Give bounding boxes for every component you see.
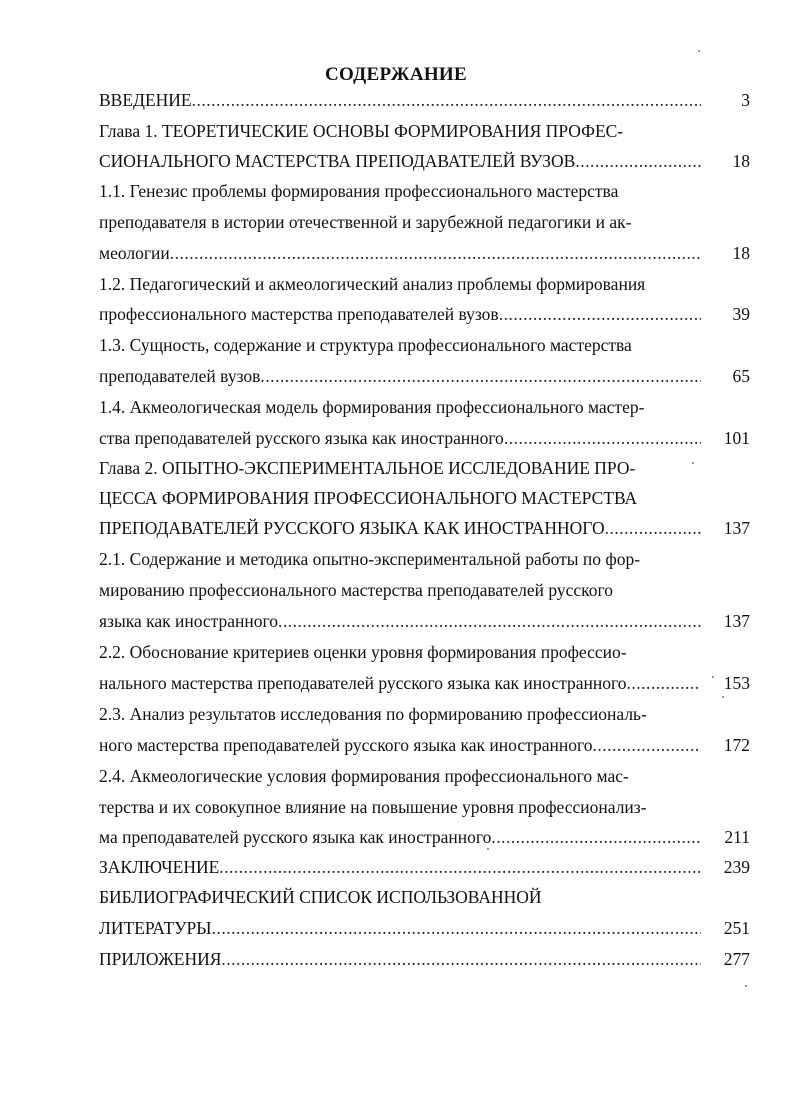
toc-leader-dots [499, 302, 701, 326]
toc-entry-2-2: 2.2. Обоснование критериев оценки уровня формирования профессио- [99, 642, 627, 662]
toc-entry-2-1-cont: мированию профессионального мастерства преподавателей русского [99, 580, 614, 600]
toc-entry-1-1-cont: преподавателя в истории отечественной и зарубежной педагогики и ак- [99, 212, 632, 232]
toc-page-number: 18 [732, 243, 750, 263]
toc-entry-text: профессионального мастерства преподавателей вузов [99, 304, 499, 324]
toc-entry-bibliography-end [99, 916, 701, 940]
toc-leader-dots [626, 671, 701, 695]
toc-entry-2-3-end [99, 733, 701, 757]
toc-entry-text: ПРИЛОЖЕНИЯ [99, 949, 222, 969]
toc-entry-text: СИОНАЛЬНОГО МАСТЕРСТВА ПРЕПОДАВАТЕЛЕЙ ВУЗОВ [99, 151, 576, 171]
toc-entry-text: ЗАКЛЮЧЕНИЕ [99, 857, 220, 877]
toc-entry-conclusion [99, 855, 701, 879]
toc-entry-1-1: 1.1. Генезис проблемы формирования профессионального мастерства [99, 181, 619, 201]
toc-entry-2-4-end [99, 825, 701, 849]
toc-entry-text: ства преподавателей русского языка как иностранного [99, 428, 504, 448]
toc-entry-text: языка как иностранного [99, 611, 279, 631]
toc-entry-1-4: 1.4. Акмеологическая модель формирования профессионального мастер- [99, 397, 645, 417]
toc-entry-chapter-2: Глава 2. ОПЫТНО-ЭКСПЕРИМЕНТАЛЬНОЕ ИССЛЕДОВАНИЕ ПРО- [99, 458, 636, 478]
toc-page-number: 211 [724, 827, 750, 847]
toc-entry-text: преподавателей вузов [99, 366, 261, 386]
toc-entry-2-1-end [99, 609, 701, 633]
scan-speck [745, 985, 747, 987]
toc-page-number: 3 [741, 90, 750, 110]
toc-entry-1-1-end [99, 241, 701, 265]
toc-leader-dots [221, 947, 701, 971]
toc-entry-1-2: 1.2. Педагогический и акмеологический анализ проблемы формирования [99, 274, 646, 294]
toc-entry-text: ЛИТЕРАТУРЫ [99, 918, 212, 938]
toc-entry-2-3: 2.3. Анализ результатов исследования по формированию профессиональ- [99, 704, 647, 724]
toc-page-number: 65 [732, 366, 750, 386]
toc-leader-dots [491, 825, 701, 849]
toc-entry-text: ного мастерства преподавателей русского языка как иностранного [99, 735, 593, 755]
toc-leader-dots [504, 426, 701, 450]
toc-entry-1-4-end [99, 426, 701, 450]
toc-page-number: 277 [723, 949, 750, 969]
scan-speck [698, 50, 700, 52]
toc-page-number: 18 [732, 151, 750, 171]
toc-page-number: 137 [723, 611, 750, 631]
toc-entry-1-2-end [99, 302, 701, 326]
scan-speck [722, 696, 724, 698]
toc-leader-dots [219, 855, 701, 879]
toc-entry-chapter-1: Глава 1. ТЕОРЕТИЧЕСКИЕ ОСНОВЫ ФОРМИРОВАНИЯ ПРОФЕС- [99, 121, 624, 141]
toc-page-number: 39 [732, 304, 750, 324]
toc-entry-text: ПРЕПОДАВАТЕЛЕЙ РУССКОГО ЯЗЫКА КАК ИНОСТРАННОГО [99, 518, 605, 538]
scan-speck [487, 848, 489, 850]
toc-leader-dots [592, 733, 701, 757]
toc-entry-chapter-1-cont [99, 149, 701, 173]
toc-page-number: 251 [723, 918, 750, 938]
toc-entry-2-1: 2.1. Содержание и методика опытно-экспериментальной работы по фор- [99, 549, 641, 569]
toc-page-number: 101 [723, 428, 750, 448]
scan-speck [692, 462, 694, 464]
toc-entry-1-3-end [99, 364, 701, 388]
toc-page-number: 239 [723, 857, 750, 877]
toc-entry-appendices [99, 947, 701, 971]
toc-page-number: 172 [723, 735, 750, 755]
toc-leader-dots [192, 88, 701, 112]
toc-entry-2-2-end [99, 671, 701, 695]
toc-entry-2-4: 2.4. Акмеологические условия формирования профессионального мас- [99, 766, 629, 786]
toc-entry-text: ВВЕДЕНИЕ [99, 90, 192, 110]
toc-entry-chapter-2-cont: ЦЕССА ФОРМИРОВАНИЯ ПРОФЕССИОНАЛЬНОГО МАСТЕРСТВА [99, 488, 638, 508]
page-title: СОДЕРЖАНИЕ [325, 64, 467, 85]
toc-entry-chapter-2-end [99, 516, 701, 540]
scan-speck [712, 676, 714, 678]
toc-entry-text: ма преподавателей русского языка как иностранного [99, 827, 492, 847]
toc-entry-bibliography: БИБЛИОГРАФИЧЕСКИЙ СПИСОК ИСПОЛЬЗОВАННОЙ [99, 887, 542, 907]
toc-leader-dots [575, 149, 701, 173]
toc-entry-text: нального мастерства преподавателей русского языка как иностранного [99, 673, 627, 693]
toc-page-number: 153 [723, 673, 750, 693]
toc-leader-dots [212, 916, 701, 940]
toc-leader-dots [260, 364, 701, 388]
toc-entry-text: меологии [99, 243, 170, 263]
toc-leader-dots [605, 516, 701, 540]
toc-leader-dots [170, 241, 701, 265]
toc-entry-introduction [99, 88, 701, 112]
toc-entry-1-3: 1.3. Сущность, содержание и структура профессионального мастерства [99, 335, 632, 355]
toc-entry-2-4-cont: терства и их совокупное влияние на повышение уровня профессионализ- [99, 797, 647, 817]
toc-page-number: 137 [723, 518, 750, 538]
toc-leader-dots [278, 609, 701, 633]
